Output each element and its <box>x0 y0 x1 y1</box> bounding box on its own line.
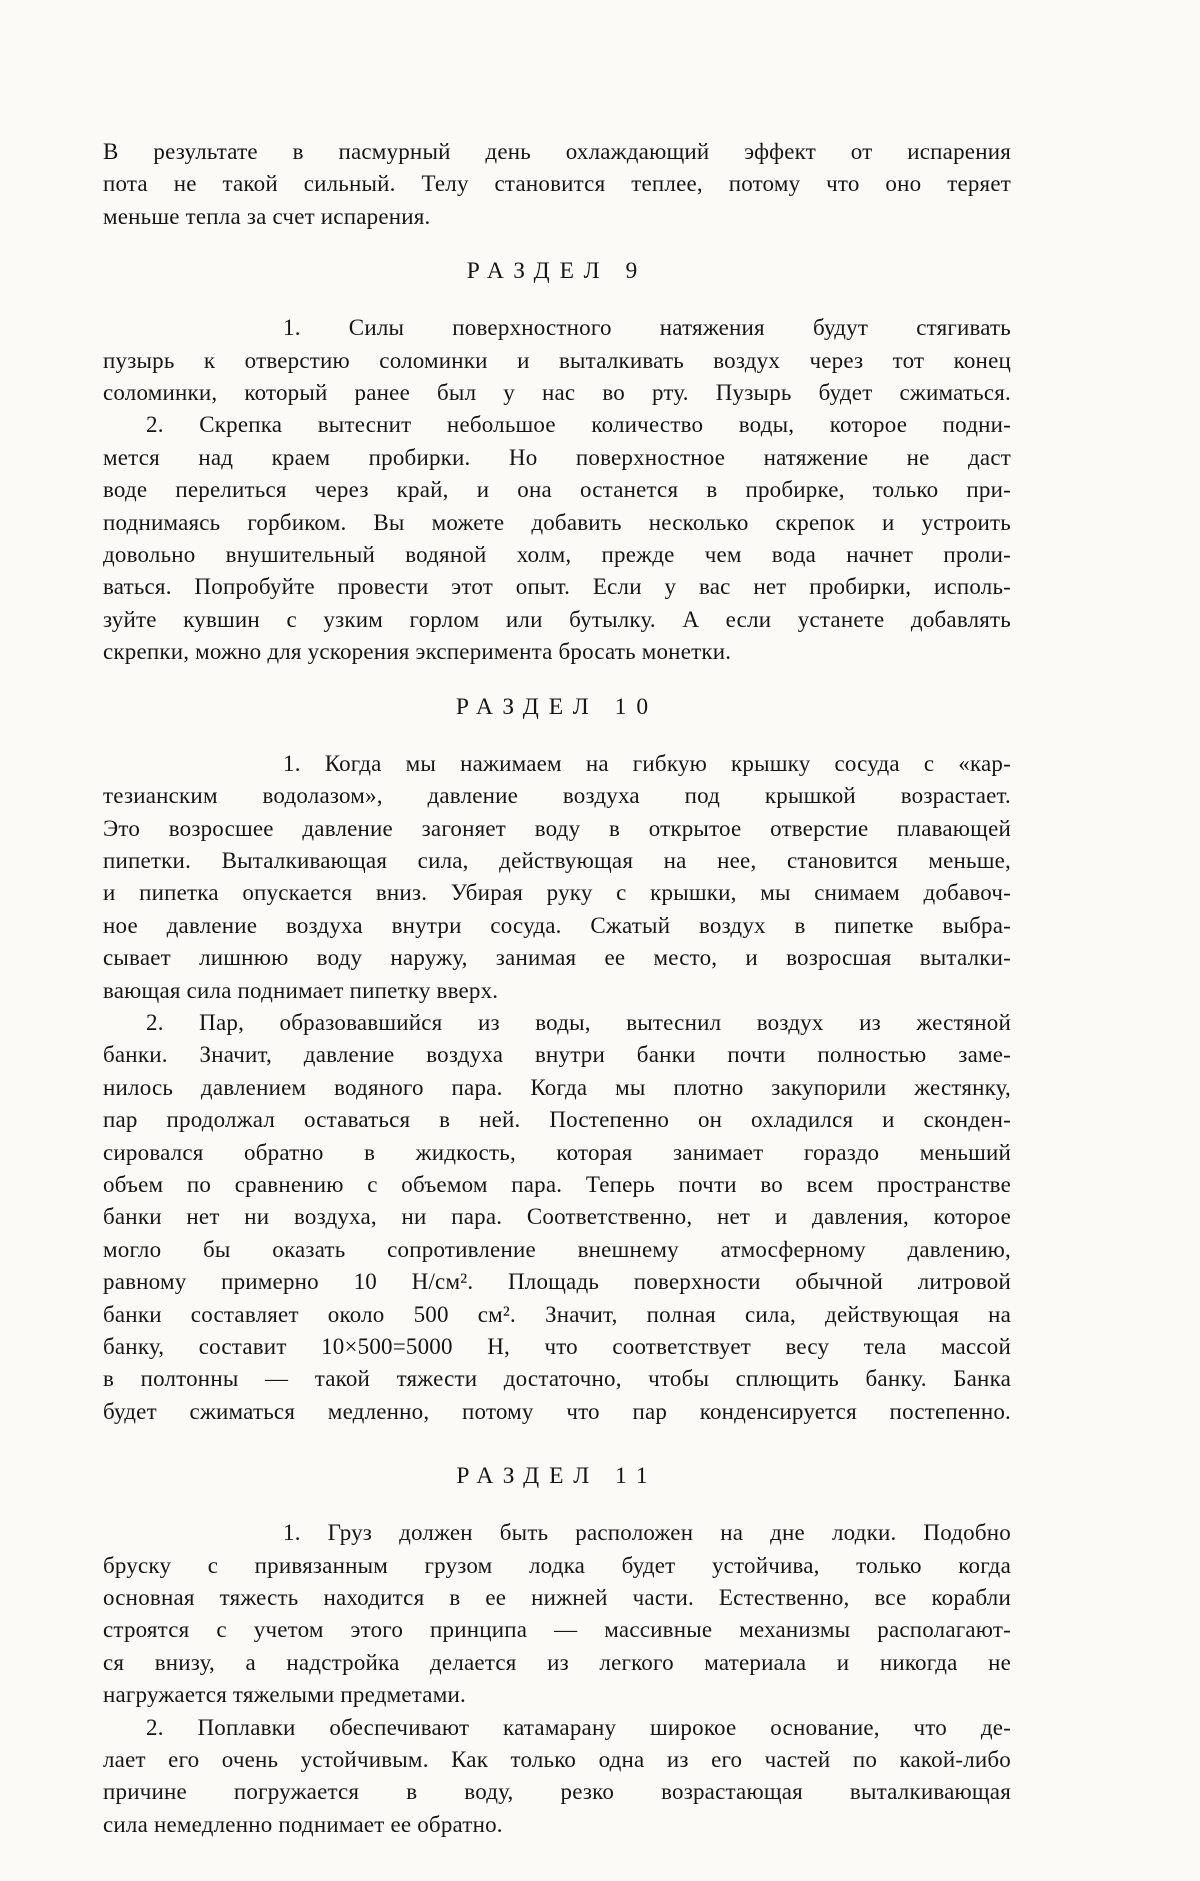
text-line: меньше тепла за счет испарения. <box>103 203 431 229</box>
text-line: сировался обратно в жидкость, которая занимает гораздо меньший <box>103 1139 1011 1165</box>
section10-answer-1 <box>103 748 1011 1007</box>
text-line: 1. Когда мы нажимаем на гибкую крышку сосуда с «кар- <box>283 750 1011 776</box>
text-line: 1. Груз должен быть расположен на дне лодки. Подобно <box>283 1520 1011 1546</box>
text-line: 2. Скрепка вытеснит небольшое количество воды, которое подни- <box>146 412 1011 438</box>
text-line: банки составляет около 500 см². Значит, полная сила, действующая на <box>103 1301 1011 1327</box>
text-line: мется над краем пробирки. Но поверхностное натяжение не даст <box>103 444 1011 470</box>
text-line: причине погружается в воду, резко возрастающая выталкивающая <box>103 1779 1011 1805</box>
text-line: соломинки, который ранее был у нас во рту. Пузырь будет сжиматься. <box>103 380 1011 406</box>
section11-answer-1 <box>103 1517 1011 1711</box>
text-line: 1. Силы поверхностного натяжения будут стягивать <box>283 315 1011 341</box>
text-line: ся внизу, а надстройка делается из легкого материала и никогда не <box>103 1649 1011 1675</box>
text-line: ное давление воздуха внутри сосуда. Сжатый воздух в пипетке выбра- <box>103 912 1011 938</box>
text-line: банки. Значит, давление воздуха внутри банки почти полностью заме- <box>103 1042 1011 1068</box>
text-line: в полтонны — такой тяжести достаточно, чтобы сплющить банку. Банка <box>103 1366 1011 1392</box>
text-line: и пипетка опускается вниз. Убирая руку с крышки, мы снимаем добавоч- <box>103 880 1011 906</box>
section9-answer-2 <box>103 409 1011 668</box>
text-line: пар продолжал оставаться в ней. Постепенно он охладился и сконден- <box>103 1107 1011 1133</box>
text-line: объем по сравнению с объемом пара. Теперь почти во всем пространстве <box>103 1171 1011 1197</box>
text-line: Это возросшее давление загоняет воду в открытое отверстие плавающей <box>103 815 1011 841</box>
text-line: банки нет ни воздуха, ни пара. Соответственно, нет и давления, которое <box>103 1204 1011 1230</box>
text-line: основная тяжесть находится в ее нижней части. Естественно, все корабли <box>103 1585 1011 1611</box>
text-line: пузырь к отверстию соломинки и выталкивать воздух через тот конец <box>103 347 1011 373</box>
text-line: лает его очень устойчивым. Как только одна из его частей по какой-либо <box>103 1747 1011 1773</box>
intro-paragraph <box>103 136 1011 233</box>
text-line: сила немедленно поднимает ее обратно. <box>103 1811 503 1837</box>
section9-answer-1 <box>103 312 1011 409</box>
text-line: 2. Поплавки обеспечивают катамарану широкое основание, что де- <box>146 1714 1011 1740</box>
section10-answer-2 <box>103 1007 1011 1428</box>
text-column <box>103 136 1011 1841</box>
text-line: довольно внушительный водяной холм, прежде чем вода начнет проли- <box>103 542 1011 568</box>
text-line: зуйте кувшин с узким горлом или бутылку. А если устанете добавлять <box>103 606 1011 632</box>
section-heading-9: РАЗДЕЛ 9 <box>466 258 648 285</box>
text-line: 2. Пар, образовавшийся из воды, вытеснил воздух из жестяной <box>146 1009 1011 1035</box>
text-line: тезианским водолазом», давление воздуха под крышкой возрастает. <box>103 783 1011 809</box>
text-line: нилось давлением водяного пара. Когда мы плотно закупорили жестянку, <box>103 1074 1011 1100</box>
text-line: будет сжиматься медленно, потому что пар конденсируется постепенно. <box>103 1398 1011 1424</box>
text-line: нагружается тяжелыми предметами. <box>103 1682 466 1708</box>
text-line: могло бы оказать сопротивление внешнему атмосферному давлению, <box>103 1236 1011 1262</box>
text-line: строятся с учетом этого принципа — массивные механизмы располагают- <box>103 1617 1011 1643</box>
section11-answer-2 <box>103 1712 1011 1842</box>
section-heading-10: РАЗДЕЛ 10 <box>455 693 659 720</box>
text-line: сывает лишнюю воду наружу, занимая ее место, и возросшая выталки- <box>103 945 1011 971</box>
text-line: пипетки. Выталкивающая сила, действующая на нее, становится меньше, <box>103 847 1011 873</box>
section-heading-11: РАЗДЕЛ 11 <box>456 1463 658 1490</box>
text-line: воде перелиться через край, и она останется в пробирке, только при- <box>103 477 1011 503</box>
text-line: ваться. Попробуйте провести этот опыт. Если у вас нет пробирки, исполь- <box>103 574 1011 600</box>
text-line: равному примерно 10 Н/см². Площадь поверхности обычной литровой <box>103 1269 1011 1295</box>
text-line: В результате в пасмурный день охлаждающий эффект от испарения <box>103 139 1011 164</box>
text-line: пота не такой сильный. Телу становится теплее, потому что оно теряет <box>103 171 1011 197</box>
text-line: банку, составит 10×500=5000 Н, что соответствует весу тела массой <box>103 1334 1011 1359</box>
text-line: скрепки, можно для ускорения эксперимента бросать монетки. <box>103 639 732 665</box>
text-line: бруску с привязанным грузом лодка будет устойчива, только когда <box>103 1552 1011 1578</box>
text-line: поднимаясь горбиком. Вы можете добавить несколько скрепок и устроить <box>103 509 1011 535</box>
text-line: вающая сила поднимает пипетку вверх. <box>103 977 499 1003</box>
